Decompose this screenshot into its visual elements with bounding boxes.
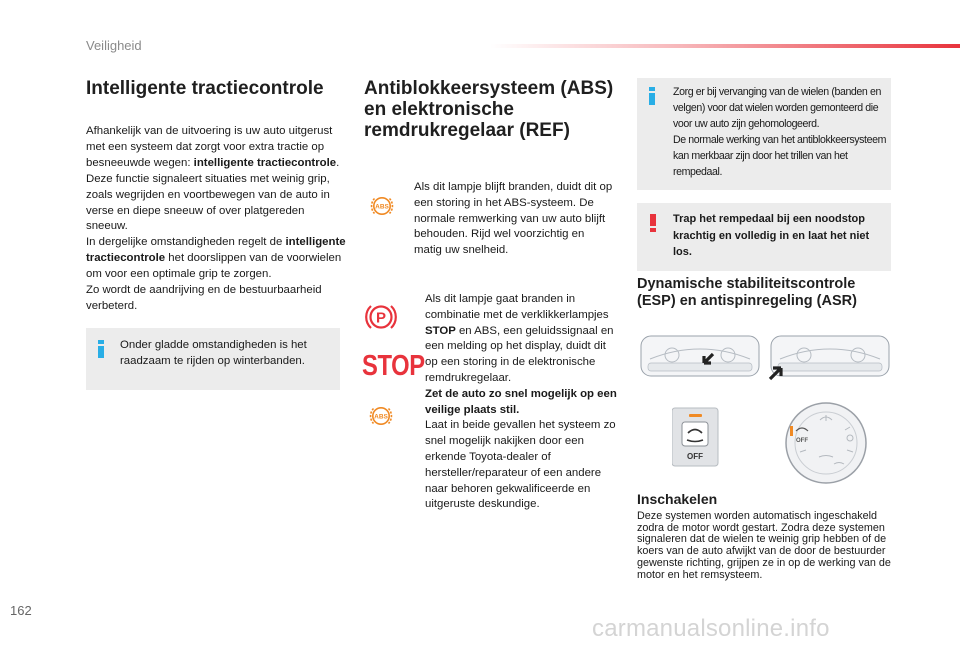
abs-lamp-label: ABS	[374, 413, 388, 421]
text-span: en ABS, een geluidssignaal en een melding op het display, duidt dit op een storing in de elektronische remdrukregelaar.	[425, 324, 614, 384]
ref-lamp-description	[425, 292, 617, 513]
abs-lamp-description: Als dit lampje blijft branden, duidt dit op een storing in het ABS-systeem. De normale remwerking van uw auto blijft behouden. Rijd wel voorzichtig en matig uw snelheid.	[414, 181, 613, 257]
traction-control-text	[86, 124, 346, 315]
stop-warning-label: STOP	[362, 350, 425, 382]
bold-term: STOP	[425, 324, 456, 337]
brake-lamp-label: P	[375, 309, 387, 327]
abs-warning-lamp-icon	[368, 403, 394, 429]
page-number: 162	[10, 603, 32, 618]
info-box-wheel-replacement	[637, 78, 891, 190]
text-span: Deze functie signaleert situaties met weinig grip, zoals wegrijden en voortbewegen van de auto in verse en diepe sneeuw of over platgereden sneeuw.	[86, 172, 330, 233]
activation-text: Deze systemen worden automatisch ingeschakeld zodra de motor wordt gestart. Zodra deze systemen signaleren dat de wielen te weinig grip hebben of de koers van de auto afwijkt van de door de bestuurder gewenste richting, grijpen ze in op de werking van de motor en het remsysteem.	[637, 510, 891, 581]
esp-title: Dynamische stabiliteitscontrole (ESP) en antispinregeling (ASR)	[637, 276, 857, 309]
warning-text: Trap het rempedaal bij een noodstop krachtig en volledig in en laat het niet los.	[673, 213, 870, 258]
esp-off-label: OFF	[687, 452, 703, 461]
warning-box-emergency-stop	[637, 203, 891, 271]
dashboard-location-illustration	[640, 333, 890, 385]
activation-subtitle: Inschakelen	[637, 491, 718, 507]
traction-control-title: Intelligente tractiecontrole	[86, 78, 324, 99]
header-accent-bar	[490, 44, 960, 48]
abs-title: Antiblokkeersysteem (ABS) en elektronische remdrukregelaar (REF)	[364, 78, 614, 141]
text-span: Afhankelijk van de uitvoering is uw auto uitgerust met een systeem dat zorgt voor extra tractie op besneeuwde wegen:	[86, 125, 333, 169]
info-line: De normale werking van het antiblokkeersysteem kan merkbaar zijn door het trillen van het rempedaal.	[673, 134, 887, 178]
info-line: Zorg er bij vervanging van de wielen (banden en velgen) voor dat wielen worden gemonteerd die voor uw auto zijn gehomologeerd.	[673, 86, 881, 130]
bold-term: intelligente tractiecontrole	[86, 236, 346, 265]
text-span: Als dit lampje gaat branden in combinatie met de verklikkerlampjes	[425, 293, 609, 321]
text-span: Laat in beide gevallen het systeem zo snel mogelijk nakijken door een erkende Toyota-dealer of hersteller/reparateur of een andere naar behoren gekwalificeerde en uitgeruste deskundige.	[425, 419, 616, 511]
abs-lamp-label: ABS	[375, 203, 389, 211]
abs-warning-lamp-icon	[369, 193, 395, 219]
bold-instruction: Zet de auto zo snel mogelijk op een veilige plaats stil.	[425, 387, 617, 416]
text-span: Zo wordt de aandrijving en de bestuurbaarheid verbeterd.	[86, 284, 322, 312]
text-span: .	[336, 156, 340, 169]
brake-warning-lamp-icon	[364, 300, 398, 334]
info-text: Onder gladde omstandigheden is het raadzaam te rijden op winterbanden.	[120, 339, 307, 367]
esp-off-label: OFF	[796, 438, 808, 444]
text-span: In dergelijke omstandigheden regelt de	[86, 236, 286, 249]
info-box-winter-tyres	[86, 328, 340, 390]
text-span: het doorslippen van de voorwielen om voor een optimale grip te zorgen.	[86, 252, 342, 281]
esp-off-button-illustration	[672, 400, 888, 486]
section-header: Veiligheid	[86, 38, 142, 53]
watermark: carmanualsonline.info	[592, 615, 830, 642]
bold-term: intelligente tractiecontrole	[193, 156, 337, 169]
info-text	[673, 84, 887, 180]
